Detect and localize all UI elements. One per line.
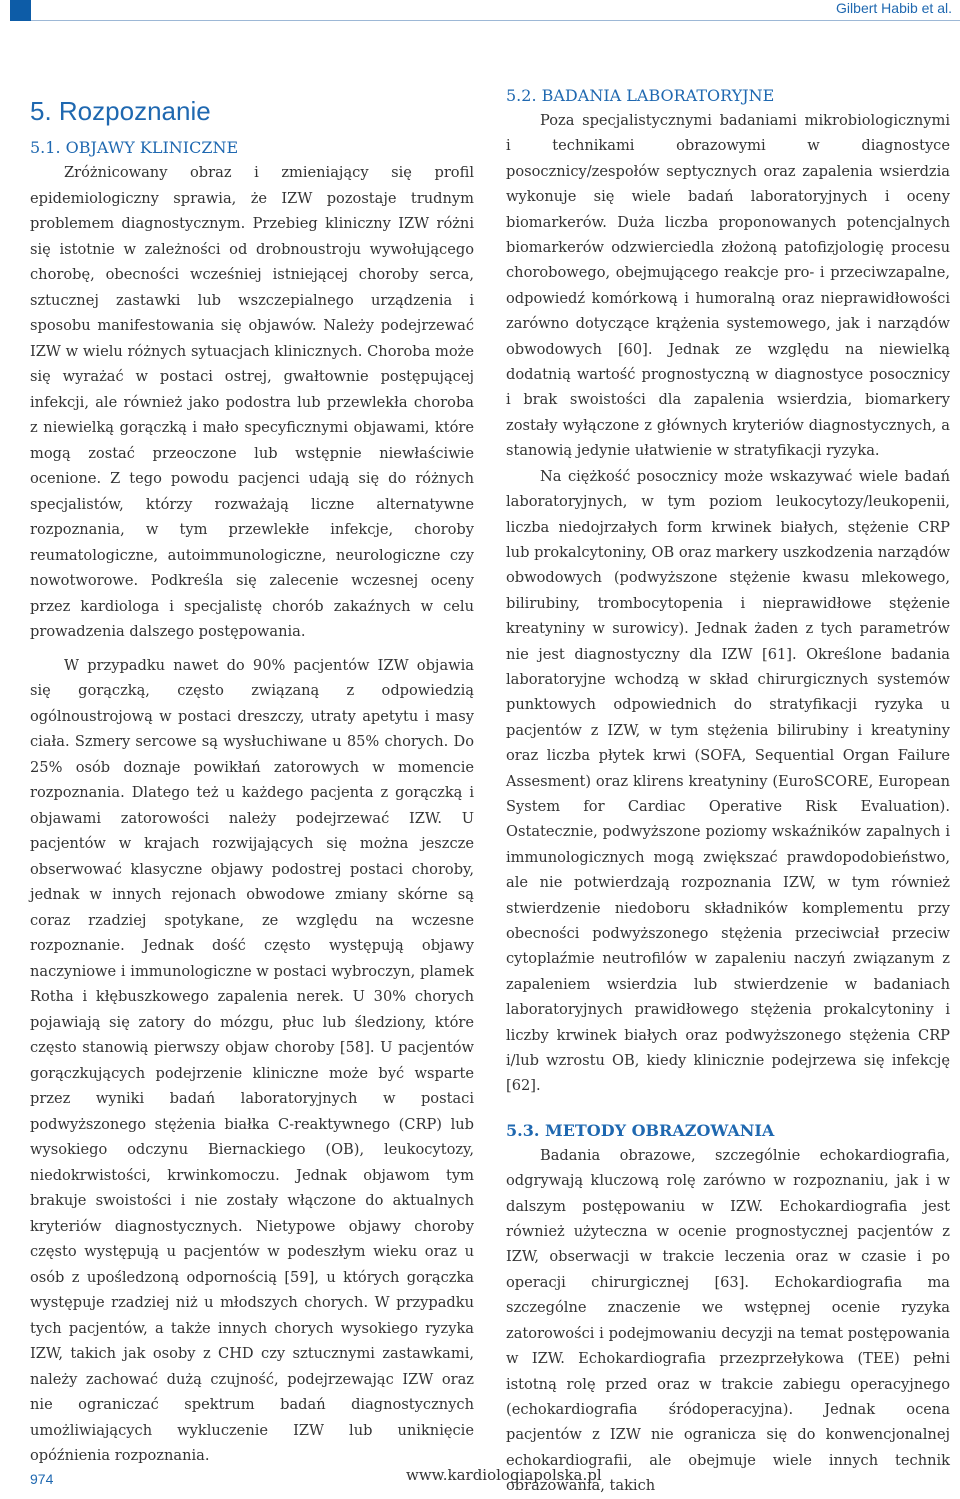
right-column [506, 86, 950, 1499]
subsection-title-clinical-symptoms: 5.1. OBJAWY KLINICZNE [30, 138, 239, 157]
body-paragraph: Na ciężkość posocznicy może wskazywać wiele badań laboratoryjnych, w tym poziom leukocytozy/leukopenii, liczba niedojrzałych form krwinek białych, stężenie CRP lub prokalcytoniny, OB oraz markery uszkodzenia narządów obwodowych (podwyższone stężenie kwasu mlekowego, bilirubiny, trombocytopenia i nieprawidłowe stężenie kreatyniny w surowicy). Jednak żaden z tych parametrów nie jest diagnostyczny dla IZW [61]. Określone badania laboratoryjne wchodzą w skład chirurgicznych systemów punktowych odpowiednich do stratyfikacji ryzyka u pacjentów z IZW, w tym stężenia bilirubiny i kreatyniny oraz liczba płytek krwi (SOFA, Sequential Organ Failure Assesment) oraz klirens kreatyniny (EuroSCORE, European System for Cardiac Operative Risk Evaluation). Ostatecznie, podwyższone poziomy wskaźników zapalnych i immunologicznych mogą zwiększać prawdopodobieństwo, ale nie potwierdzają rozpoznania IZW, w tym również stwierdzenie niedoboru składników komplementu przy obecności podwyższonego stężenia przeciwciał przeciw cytoplaźmie neutrofilów w zapaleniu naczyń związanym z zapaleniem wsierdzia lub stwierdzenie w badaniach laboratoryjnych prawidłowego stężenia prokalcytoniny i liczby krwinek białych oraz podwyższonego stężenia CRP i/lub wzrostu OB, kiedy klinicznie podejrzewa się infekcję [62]. [506, 467, 950, 1095]
section-title: 5. Rozpoznanie [30, 96, 211, 126]
body-paragraph: Badania obrazowe, szczególnie echokardiografia, odgrywają kluczową rolę zarówno w rozpoznaniu, jak i w dalszym postępowaniu w IZW. Echokardiografia jest również użyteczna w ocenie prognostycznej pacjentów z IZW, obserwacji w trakcie leczenia oraz w czasie i po operacji chirurgicznej [63]. Echokardiografia ma szczególne znaczenie we wstępnej ocenie ryzyka zatorowości i podejmowaniu decyzji na temat postępowania w IZW. Echokardiografia przezprzełykowa (TEE) pełni istotną rolę przed oraz w trakcie zabiegu operacyjnego (echokardiografia śródoperacyjna). Jednak ocena pacjentów z IZW nie ogranicza się do konwencjonalnej echokardiografii, ale obejmuje wiele innych technik obrazowania, takich [506, 1146, 950, 1495]
body-paragraph: W przypadku nawet do 90% pacjentów IZW objawia się gorączką, często związaną z odpowiedzią ogólnoustrojową w postaci dreszczy, utraty apetytu i masy ciała. Szmery sercowe są wysłuchiwane u 85% chorych. Do 25% osób doznaje powikłań zatorowych w momencie rozpoznania. Dlatego też u każdego pacjenta z gorączką i objawami zatorowości należy podejrzewać IZW. U pacjentów w krajach rozwijających się można jeszcze obserwować klasyczne objawy podostrej postaci choroby, jednak w innych rejonach obwodowe zmiany skórne są coraz rzadziej spotykane, ze względu na wczesne rozpoznanie. Jednak dość często występują objawy naczyniowe i immunologiczne w postaci wybroczyn, plamek Rotha i kłębuszkowego zapalenia nerek. U 30% chorych pojawiają się zatory do mózgu, płuc lub śledziony, które często stanowią pierwszy objaw choroby [58]. U pacjentów gorączkujących podejrzenie kliniczne może być wsparte przez wyniki badań laboratoryjnych w postaci podwyższonego stężenia białka C-reaktywnego (CRP) lub wysokiego odczynu Biernackiego (OB), leukocytozy, niedokrwistości, krwinkomoczu. Jednak objawom tym brakuje swoistości i nie zostały włączone do aktualnych kryteriów diagnostycznych. Nietypowe objawy choroby często występują u pacjentów w podeszłym wieku oraz u osób z upośledzoną odpornością [59], u których gorączka występuje rzadziej niż u młodszych chorych. W przypadku tych pacjentów, a także innych chorych wysokiego ryzyka IZW, takich jak osoby z CHD czy sztucznymi zastawkami, należy zachować dużą czujność, podejrzewając IZW oraz nie ograniczać spektrum badań diagnostycznych umożliwiających wykluczenie IZW lub uniknięcie opóźnienia rozpoznania. [30, 656, 474, 1464]
subsection-title-imaging: 5.3. METODY OBRAZOWANIA [506, 1120, 775, 1140]
left-column [30, 86, 474, 1469]
running-head: Gilbert Habib et al. [836, 0, 952, 16]
page-number: 974 [30, 1471, 54, 1487]
paragraph-gap [30, 645, 474, 653]
subsection-title-lab-tests: 5.2. BADANIA LABORATORYJNE [506, 86, 775, 105]
body-paragraph: Poza specjalistycznymi badaniami mikrobiologicznymi i technikami obrazowymi w diagnostyce posocznicy/zespołów septycznych oraz zapalenia wsierdzia wykonuje się wiele badań laboratoryjnych i oceny biomarkerów. Duża liczba proponowanych potencjalnych biomarkerów odzwierciedla złożoną patofizjologię procesu chorobowego, obejmującego reakcje pro- i przeciwzapalne, odpowiedź komórkową i humoralną oraz nieprawidłowości zarówno dotyczące krążenia systemowego, jak i narządów obwodowych [60]. Jednak ze względu na niewielką dodatnią wartość prognostyczną w diagnostyce posocznicy i brak swoistości dla zapalenia wsierdzia, biomarkery zostały wyłączone z głównych kryteriów diagnostycznych, a stanowią jedynie ułatwienie w stratyfikacji ryzyka. [506, 112, 950, 460]
footer-url: www.kardiologiapolska.pl [406, 1466, 602, 1484]
corner-square-decoration [10, 0, 31, 21]
body-paragraph: Zróżnicowany obraz i zmieniający się profil epidemiologiczny sprawia, że IZW pozostaje trudnym problemem diagnostycznym. Przebieg kliniczny IZW różni się istotnie w zależności od drobnoustroju wywołującego chorobę, obecności wcześniej istniejącej choroby serca, sztucznej zastawki lub wszczepialnego urządzenia i sposobu manifestowania się objawów. Należy podejrzewać IZW w wielu różnych sytuacjach klinicznych. Choroba może się wyrażać w postaci ostrej, gwałtownie postępującej infekcji, ale również jako podostra lub przewlekła choroba z niewielką gorączką i mało specyficznymi objawami, które mogą zostać przeoczone lub wstępnie niewłaściwie ocenione. Z tego powodu pacjenci udają się do różnych specjalistów, którzy rozważają liczne alternatywne rozpoznania, w tym przewlekłe infekcje, choroby reumatologiczne, autoimmunologiczne, neurologiczne czy nowotworowe. Podkreśla się zalecenie wczesnej oceny przez kardiologa i specjalistę chorób zakaźnych w celu prowadzenia dalszego postępowania. [30, 164, 474, 640]
section-gap [506, 1099, 950, 1121]
header-rule [31, 20, 960, 21]
